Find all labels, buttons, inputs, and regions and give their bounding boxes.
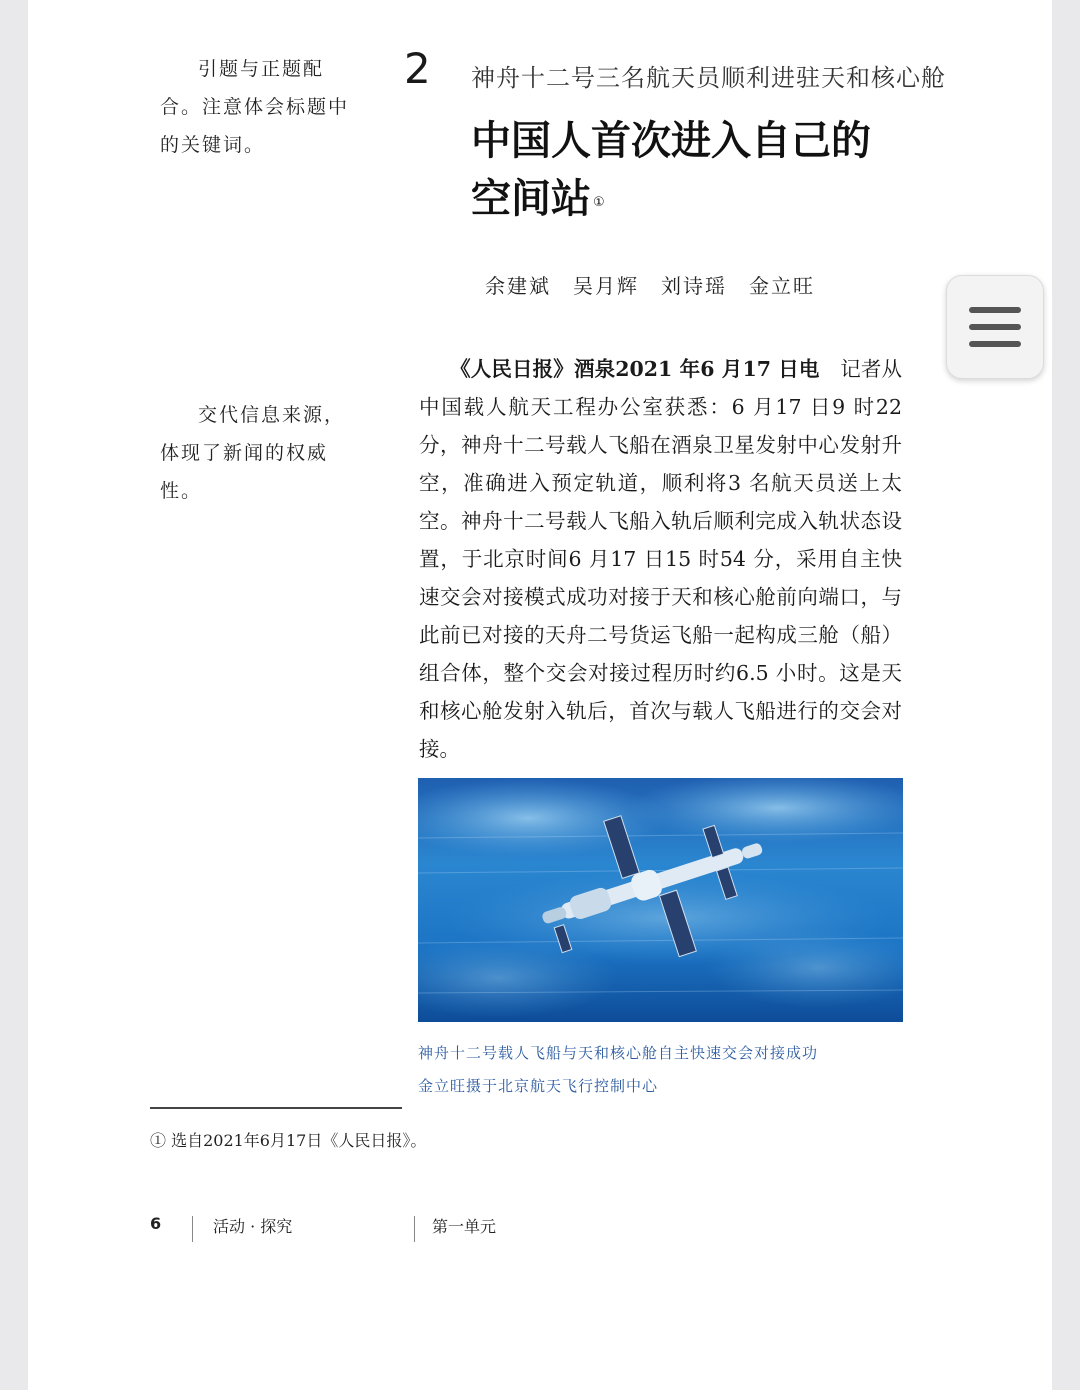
photo-caption: 神舟十二号载人飞船与天和核心舱自主快速交会对接成功: [418, 1044, 819, 1062]
margin-note-source: 交代信息来源，体现了新闻的权威性。: [160, 404, 346, 502]
footer-unit: 第一单元: [432, 1217, 497, 1236]
footer-divider: [414, 1216, 415, 1242]
footnote: ① 选自2021年6月17日《人民日报》。: [150, 1131, 427, 1150]
lead-title: 神舟十二号三名航天员顺利进驻天和核心舱: [471, 64, 946, 92]
footer-divider: [192, 1216, 193, 1242]
footer-section: 活动 · 探究: [213, 1217, 293, 1236]
main-title: [471, 112, 891, 228]
body-paragraph: 记者从中国载人航天工程办公室获悉：6 月17 日9 时22 分，神舟十二号载人飞船在酒泉卫星发射中心发射升空，准确进入预定轨道，顺利将3 名航天员送上太空。神舟十二号载人飞船入轨后顺利完成入轨状态设置，于北京时间6 月17 日15 时54 分，采用自主快速交会对接模式成功对接于天和核心舱前向端口，与此前已对接的天舟二号货运飞船一起构成三舱（船）组合体，整个交会对接过程历时约6.5 小时。这是天和核心舱发射入轨后，首次与载人飞船进行的交会对接。: [419, 357, 903, 761]
photo-credit: 金立旺摄于北京航天飞行控制中心: [418, 1077, 659, 1095]
space-station-photo: [418, 778, 903, 1022]
lesson-number: 2: [404, 44, 431, 93]
hamburger-menu-icon[interactable]: [946, 275, 1044, 379]
margin-note-title: 引题与正题配合。注意体会标题中的关键词。: [160, 58, 350, 156]
main-title-text: 中国人首次进入自己的空间站: [471, 118, 871, 222]
dateline: 《人民日报》酒泉2021 年6 月17 日电: [460, 357, 820, 381]
menu-bar: [969, 307, 1021, 313]
page-number: 6: [150, 1214, 162, 1233]
article-body: [419, 350, 902, 768]
footnote-marker[interactable]: ①: [593, 195, 605, 210]
menu-bar: [969, 324, 1021, 330]
menu-bar: [969, 341, 1021, 347]
authors: 余建斌 吴月辉 刘诗瑶 金立旺: [485, 274, 815, 298]
footnote-divider: [150, 1107, 402, 1109]
